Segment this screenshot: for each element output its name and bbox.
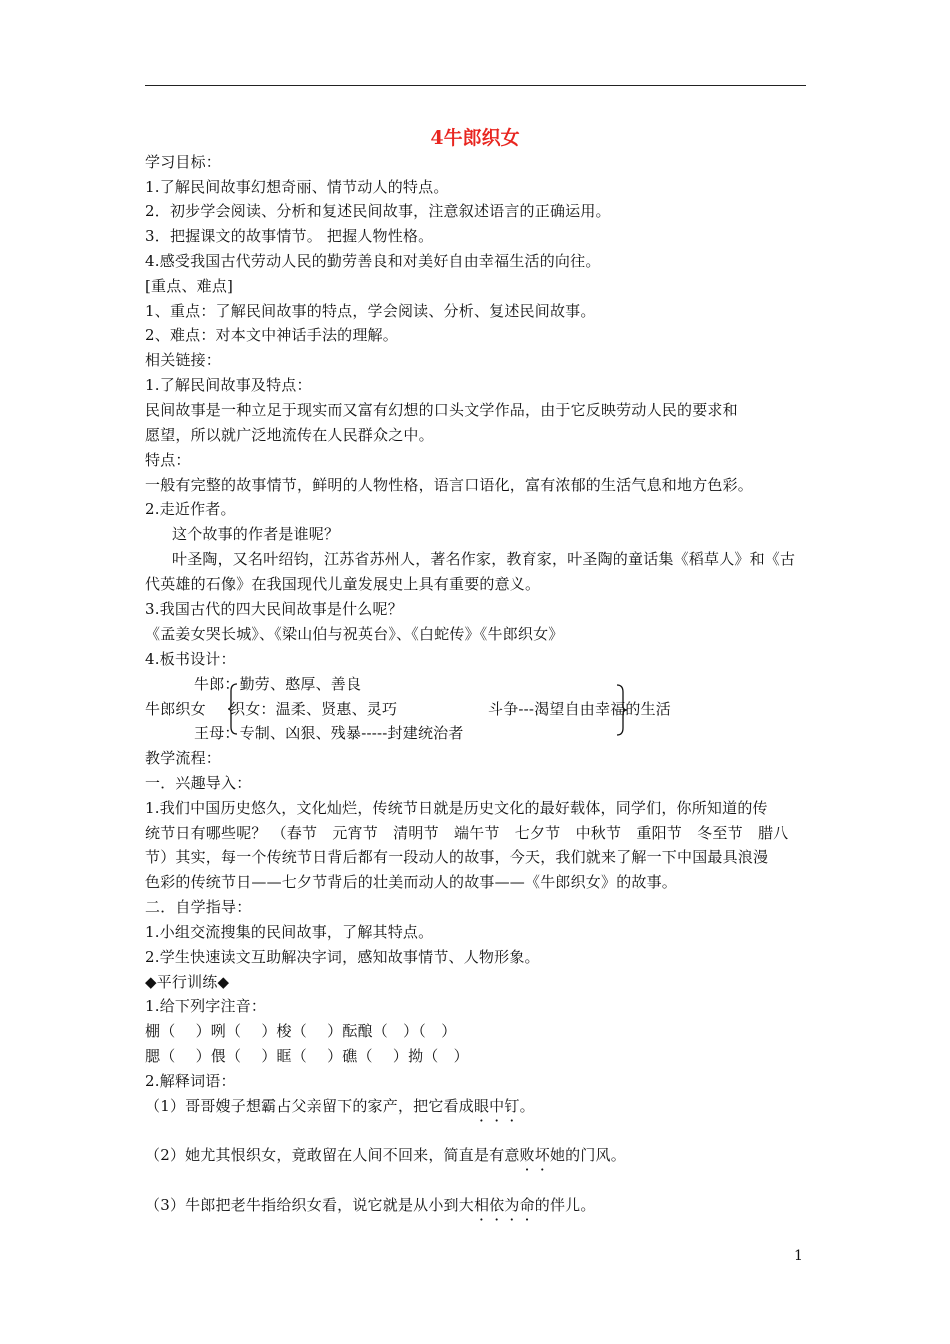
text-line: 2．初步学会阅读、分析和复述民间故事，注意叙述语言的正确运用。 bbox=[145, 202, 611, 220]
text-line: 学习目标： bbox=[145, 153, 222, 171]
dotted-word: 败坏 bbox=[519, 1146, 550, 1164]
text-line: 4.板书设计： bbox=[145, 650, 236, 668]
text-line: 色彩的传统节日——七夕节背后的壮美而动人的故事——《牛郎织女》的故事。 bbox=[145, 873, 678, 891]
pinyin-row-1: 棚（ ）咧（ ）梭（ ）酝酿（ ）（ ） bbox=[145, 1022, 457, 1040]
text-line: 1.我们中国历史悠久，文化灿烂，传统节日就是历史文化的最好载体，同学们，你所知道的传 bbox=[145, 799, 768, 817]
explain-item-3 bbox=[145, 1194, 596, 1216]
explain-item-1 bbox=[145, 1095, 535, 1117]
explain-text: （2）她尤其恨织女，竟敢留在人间不回来，简直是有意 bbox=[145, 1146, 520, 1164]
text-line: 1.小组交流搜集的民间故事，了解其特点。 bbox=[145, 923, 434, 941]
text-line: 1.给下列字注音： bbox=[145, 997, 267, 1015]
explain-item-2 bbox=[145, 1144, 626, 1166]
text-line: 愿望，所以就广泛地流传在人民群众之中。 bbox=[145, 426, 434, 444]
page-title: 4牛郎织女 bbox=[430, 127, 520, 149]
left-brace-icon bbox=[228, 683, 238, 735]
text-line: 教学流程： bbox=[145, 749, 222, 767]
text-line: 节）其实，每一个传统节日背后都有一段动人的故事，今天，我们就来了解一下中国最具浪漫 bbox=[145, 848, 769, 866]
text-line: 代英雄的石像》在我国现代儿童发展史上具有重要的意义。 bbox=[145, 575, 541, 593]
board-struggle: 斗争---渴望自由幸福的生活 bbox=[488, 700, 672, 718]
text-line: 2.走近作者。 bbox=[145, 500, 236, 518]
text-line: 特点： bbox=[145, 451, 191, 469]
board-niulang: 牛郎：勤劳、憨厚、善良 bbox=[194, 675, 362, 693]
text-line: 民间故事是一种立足于现实而又富有幻想的口头文学作品，由于它反映劳动人民的要求和 bbox=[145, 401, 738, 419]
text-line: 叶圣陶，又名叶绍钧，江苏省苏州人，著名作家，教育家，叶圣陶的童话集《稻草人》和《古 bbox=[172, 550, 796, 568]
dotted-word: 相依为命 bbox=[473, 1196, 535, 1214]
text-line: [重点、难点] bbox=[145, 277, 234, 295]
text-line: 这个故事的作者是谁呢？ bbox=[172, 525, 340, 543]
text-line: 4.感受我国古代劳动人民的勤劳善良和对美好自由幸福生活的向往。 bbox=[145, 252, 601, 270]
explain-text: 的伴儿。 bbox=[534, 1196, 596, 1214]
text-line: 2.解释词语： bbox=[145, 1072, 236, 1090]
text-line: ◆平行训练◆ bbox=[145, 973, 230, 991]
explain-text: 她的门风。 bbox=[549, 1146, 626, 1164]
text-line: 1、重点：了解民间故事的特点，学会阅读、分析、复述民间故事。 bbox=[145, 302, 596, 320]
text-line: 3．把握课文的故事情节。 把握人物性格。 bbox=[145, 227, 434, 245]
text-line: 2.学生快速读文互助解决字词，感知故事情节、人物形象。 bbox=[145, 948, 540, 966]
text-line: 1.了解民间故事及特点： bbox=[145, 376, 312, 394]
right-brace-icon bbox=[615, 684, 629, 736]
pinyin-row-2: 腮（ ）偎（ ）眶（ ）礁（ ）拗（ ） bbox=[145, 1047, 469, 1065]
text-line: 1.了解民间故事幻想奇丽、情节动人的特点。 bbox=[145, 178, 449, 196]
explain-text: （1）哥哥嫂子想霸占父亲留下的家产，把它看成 bbox=[145, 1097, 474, 1115]
board-wangmu: 王母：专制、凶狠、残暴-----封建统治者 bbox=[194, 724, 464, 742]
header-rule bbox=[145, 85, 806, 86]
text-line: 2、难点：对本文中神话手法的理解。 bbox=[145, 326, 398, 344]
text-line: 一般有完整的故事情节，鲜明的人物性格，语言口语化，富有浓郁的生活气息和地方色彩。 bbox=[145, 476, 754, 494]
text-line: 一．兴趣导入： bbox=[145, 774, 252, 792]
explain-text: 。 bbox=[519, 1097, 535, 1115]
board-zhinv: 织女：温柔、贤惠、灵巧 bbox=[230, 700, 398, 718]
text-line: 3.我国古代的四大民间故事是什么呢？ bbox=[145, 600, 403, 618]
text-line: 相关链接： bbox=[145, 351, 222, 369]
text-line: 二．自学指导： bbox=[145, 898, 252, 916]
text-line: 《孟姜女哭长城》、《梁山伯与祝英台》、《白蛇传》《牛郎织女》 bbox=[145, 625, 564, 643]
dotted-word: 眼中钉 bbox=[473, 1097, 520, 1115]
text-line: 统节日有哪些呢？ （春节 元宵节 清明节 端午节 七夕节 中秋节 重阳节 冬至节 腊八 bbox=[145, 824, 789, 842]
explain-text: （3）牛郎把老牛指给织女看，说它就是从小到大 bbox=[145, 1196, 474, 1214]
page-number: 1 bbox=[794, 1248, 803, 1264]
board-left-label: 牛郎织女 bbox=[145, 700, 206, 718]
